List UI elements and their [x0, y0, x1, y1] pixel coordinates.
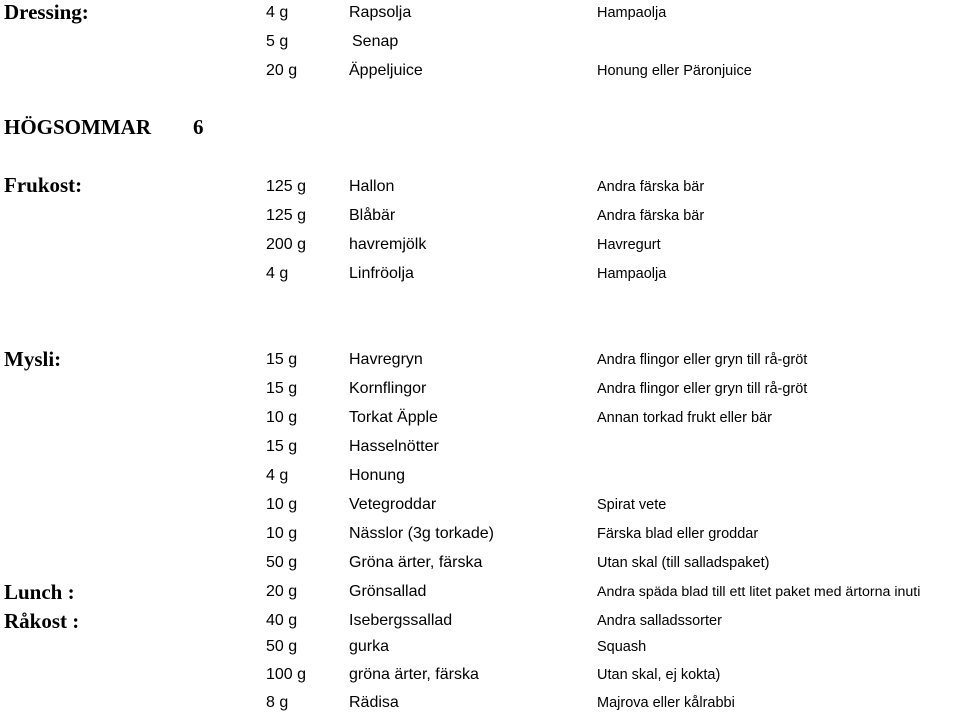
alternative: Andra flingor eller gryn till rå-gröt: [597, 352, 808, 368]
quantity: 20 g: [266, 62, 298, 79]
frukost-heading: Frukost:: [4, 173, 83, 197]
ingredient: Äppeljuice: [349, 62, 423, 79]
mysli-heading: Mysli:: [4, 347, 62, 371]
alternative: Färska blad eller groddar: [597, 526, 759, 542]
alternative: Andra färska bär: [597, 179, 705, 195]
ingredient: Gröna ärter, färska: [349, 554, 483, 571]
ingredient: Grönsallad: [349, 583, 427, 600]
ingredient: Linfröolja: [349, 265, 414, 282]
alternative: Hampaolja: [597, 266, 667, 282]
week-number: 6: [193, 115, 204, 139]
quantity: 4 g: [266, 265, 289, 282]
alternative: Andra salladssorter: [597, 613, 722, 629]
alternative: Honung eller Päronjuice: [597, 63, 752, 79]
alternative: Utan skal, ej kokta): [597, 667, 721, 683]
alternative: Hampaolja: [597, 5, 667, 21]
alternative: Annan torkad frukt eller bär: [597, 410, 772, 426]
quantity: 40 g: [266, 612, 298, 629]
quantity: 15 g: [266, 380, 298, 397]
alternative: Utan skal (till salladspaket): [597, 555, 770, 571]
quantity: 8 g: [266, 694, 289, 711]
ingredient: gurka: [349, 638, 390, 655]
quantity: 10 g: [266, 409, 298, 426]
lunch-heading: Lunch :: [4, 580, 75, 604]
ingredient: havremjölk: [349, 236, 427, 253]
quantity: 100 g: [266, 666, 307, 683]
quantity: 20 g: [266, 583, 298, 600]
quantity: 50 g: [266, 638, 298, 655]
ingredient: Blåbär: [349, 207, 396, 224]
alternative: Majrova eller kålrabbi: [597, 695, 735, 711]
alternative: Spirat vete: [597, 497, 667, 513]
ingredient: Torkat Äpple: [349, 409, 438, 426]
quantity: 10 g: [266, 525, 298, 542]
ingredient: Rapsolja: [349, 4, 412, 21]
alternative: Andra färska bär: [597, 208, 705, 224]
quantity: 50 g: [266, 554, 298, 571]
alternative: Havregurt: [597, 237, 661, 253]
week-title: HÖGSOMMAR: [4, 115, 151, 139]
quantity: 200 g: [266, 236, 307, 253]
ingredient: Hasselnötter: [349, 438, 439, 455]
rakost-heading: Råkost :: [4, 609, 80, 633]
ingredient: Rädisa: [349, 694, 399, 711]
quantity: 10 g: [266, 496, 298, 513]
ingredient: Senap: [352, 33, 399, 50]
quantity: 125 g: [266, 178, 307, 195]
quantity: 5 g: [266, 33, 289, 50]
quantity: 4 g: [266, 467, 289, 484]
ingredient: Honung: [349, 467, 406, 484]
dressing-heading: Dressing:: [4, 0, 89, 24]
quantity: 15 g: [266, 351, 298, 368]
ingredient: Vetegroddar: [349, 496, 437, 513]
alternative: Squash: [597, 639, 647, 655]
alternative: Andra flingor eller gryn till rå-gröt: [597, 381, 808, 397]
ingredient: Havregryn: [349, 351, 423, 368]
ingredient: Hallon: [349, 178, 395, 195]
quantity: 15 g: [266, 438, 298, 455]
quantity: 4 g: [266, 4, 289, 21]
ingredient: Kornflingor: [349, 380, 427, 397]
ingredient: Nässlor (3g torkade): [349, 525, 494, 542]
alternative: Andra späda blad till ett litet paket med ärtorna inuti: [597, 584, 921, 600]
quantity: 125 g: [266, 207, 307, 224]
ingredient: gröna ärter, färska: [349, 666, 479, 683]
ingredient: Isebergssallad: [349, 612, 453, 629]
